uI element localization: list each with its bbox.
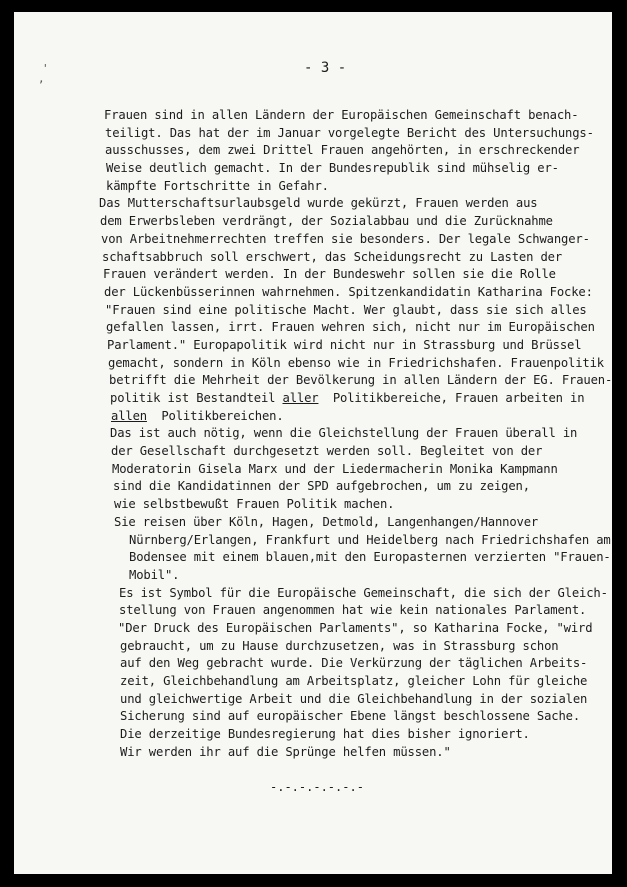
text-line: schaftsabbruch soll erschwert, das Scheidungsrecht zu Lasten der: [102, 249, 562, 264]
text-line: ausschusses, dem zwei Drittel Frauen angehörten, in erschreckender: [105, 143, 580, 158]
text-line: teiligt. Das hat der im Januar vorgelegte Bericht des Untersuchungs-: [105, 125, 594, 140]
margin-mark: ': [42, 62, 49, 75]
text-line: Das ist auch nötig, wenn die Gleichstellung der Frauen überall in: [110, 426, 578, 441]
end-mark: -.-.-.-.-.-.-: [270, 780, 364, 794]
text-line: der Lückenbüsserinnen wahrnehmen. Spitzenkandidatin Katharina Focke:: [104, 284, 593, 299]
text-line: betrifft die Mehrheit der Bevölkerung in allen Ländern der EG. Frauen-: [109, 373, 612, 388]
text-line: gemacht, sondern in Köln ebenso wie in Friedrichshafen. Frauenpolitik: [108, 355, 604, 370]
text-line: Es ist Symbol für die Europäische Gemeinschaft, die sich der Gleich-: [119, 585, 608, 600]
text-line: zeit, Gleichbehandlung am Arbeitsplatz, gleicher Lohn für gleiche: [120, 674, 588, 688]
text-line: Sicherung sind auf europäischer Ebene längst beschlossene Sache.: [120, 709, 580, 724]
text-line: Frauen verändert werden. In der Bundeswehr sollen sie die Rolle: [103, 267, 556, 282]
margin-mark: ,: [38, 72, 45, 85]
text-line: Moderatorin Gisela Marx und der Liedermacherin Monika Kampmann: [112, 461, 558, 476]
text-line: stellung von Frauen angenommen hat wie kein nationales Parlament.: [119, 603, 587, 618]
text-line: Sie reisen über Köln, Hagen, Detmold, Langenhangen/Hannover: [114, 514, 539, 529]
page-number: - 3 -: [304, 60, 347, 76]
text-segment: politik ist Bestandteil: [110, 391, 283, 405]
text-line: von Arbeitnehmerrechten treffen sie besonders. Der legale Schwanger-: [101, 231, 590, 246]
text-line: auf den Weg gebracht wurde. Die Verkürzung der täglichen Arbeits-: [120, 656, 588, 671]
text-line: gefallen lassen, irrt. Frauen wehren sich, nicht nur im Europäischen: [106, 320, 595, 335]
text-line: [111, 408, 604, 426]
underlined-word: allen: [111, 408, 147, 423]
text-line: [110, 390, 604, 408]
text-line: Frauen sind in allen Ländern der Europäischen Gemeinschaft benach-: [104, 108, 579, 122]
text-segment: Politikbereichen.: [146, 408, 284, 423]
underlined-word: aller: [282, 391, 319, 405]
text-line: Bodensee mit einem blauen,mit den Europasternen verzierten "Frauen-: [129, 550, 611, 565]
text-line: "Der Druck des Europäischen Parlaments", so Katharina Focke, "wird: [118, 620, 593, 635]
text-line: Wir werden ihr auf die Sprünge helfen müssen.": [120, 744, 451, 759]
text-line: gebraucht, um zu Hause durchzusetzen, was in Strassburg schon: [120, 638, 559, 653]
text-line: sind die Kandidatinnen der SPD aufgebrochen, um zu zeigen,: [113, 479, 530, 494]
text-line: Das Mutterschaftsurlaubsgeld wurde gekürzt, Frauen werden aus: [99, 196, 538, 211]
text-line: der Gesellschaft durchgesetzt werden soll. Begleitet von der: [111, 444, 543, 459]
text-line: kämpfte Fortschritte in Gefahr.: [106, 178, 329, 193]
text-line: "Frauen sind eine politische Macht. Wer glaubt, dass sie sich alles: [105, 302, 587, 317]
text-line: dem Erwerbsleben verdrängt, der Sozialabbau und die Zurücknahme: [100, 214, 553, 229]
body-text: [99, 107, 612, 761]
text-line: wie selbstbewußt Frauen Politik machen.: [114, 497, 395, 512]
text-line: Die derzeitige Bundesregierung hat dies bisher ignoriert.: [120, 727, 530, 742]
text-line: Weise deutlich gemacht. In der Bundesrepublik sind mühselig er-: [106, 161, 559, 176]
text-line: und gleichwertige Arbeit und die Gleichbehandlung in der sozialen: [120, 691, 588, 706]
text-line: Mobil".: [129, 567, 180, 582]
text-segment: Politikbereiche, Frauen arbeiten in: [318, 391, 585, 405]
text-line: Parlament." Europapolitik wird nicht nur in Strassburg und Brüssel: [107, 337, 582, 352]
text-line: Nürnberg/Erlangen, Frankfurt und Heidelberg nach Friedrichshafen am: [129, 532, 611, 547]
document-page: [14, 12, 612, 874]
